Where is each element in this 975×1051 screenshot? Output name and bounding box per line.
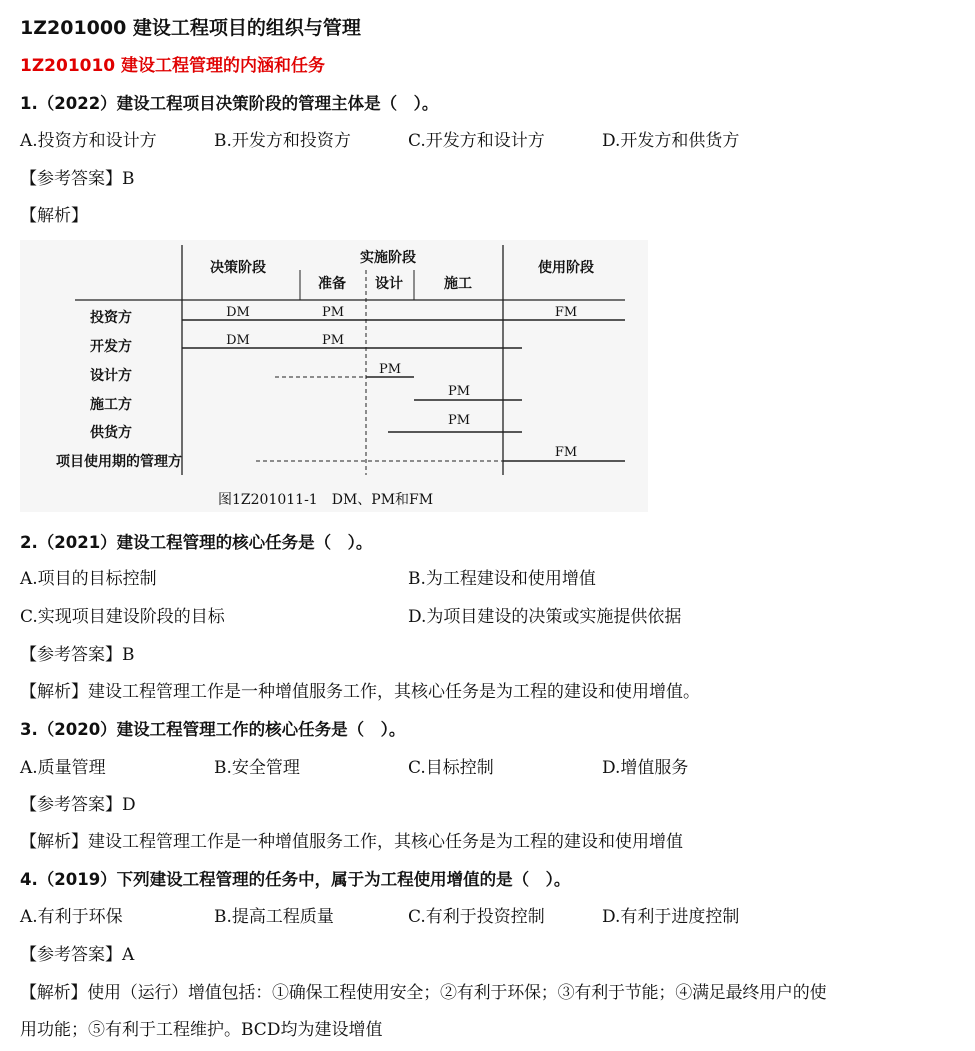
question-1-stem: 1.（2022）建设工程项目决策阶段的管理主体是（ ）。: [20, 94, 439, 113]
question-4-option-a: A.有利于环保: [20, 907, 123, 927]
question-4-analysis-line-2: 用功能；⑤有利于工程维护。BCD均为建设增值: [20, 1020, 383, 1040]
figure-col-use: 使用阶段: [538, 260, 594, 276]
figure-label-dm-investor: DM: [226, 305, 250, 320]
figure-label-fm-investor: FM: [554, 305, 578, 320]
question-2-analysis: 【解析】建设工程管理工作是一种增值服务工作，其核心任务是为工程的建设和使用增值。: [20, 682, 700, 702]
figure-label-dm-developer: DM: [226, 333, 250, 348]
figure-row-contractor: 施工方: [90, 397, 132, 413]
question-3-stem: 3.（2020）建设工程管理工作的核心任务是（ ）。: [20, 720, 406, 739]
question-2-option-b: B.为工程建设和使用增值: [408, 569, 596, 589]
question-4-option-b: B.提高工程质量: [214, 907, 334, 927]
question-4-option-c: C.有利于投资控制: [408, 907, 545, 927]
question-2-option-a: A.项目的目标控制: [20, 569, 157, 589]
figure-label-pm-contractor: PM: [447, 384, 471, 399]
question-2-option-d: D.为项目建设的决策或实施提供依据: [408, 607, 682, 627]
question-1-answer: 【参考答案】B: [20, 169, 135, 189]
question-1-option-c: C.开发方和设计方: [408, 131, 545, 151]
question-3-analysis: 【解析】建设工程管理工作是一种增值服务工作，其核心任务是为工程的建设和使用增值: [20, 832, 683, 852]
figure-col-decision: 决策阶段: [210, 260, 266, 276]
figure-sub-design: 设计: [375, 276, 403, 292]
figure-label-pm-supplier: PM: [447, 413, 471, 428]
question-3-option-d: D.增值服务: [602, 758, 689, 778]
question-2-stem: 2.（2021）建设工程管理的核心任务是（ ）。: [20, 533, 373, 552]
figure-sub-prepare: 准备: [318, 276, 346, 292]
question-4-answer: 【参考答案】A: [20, 945, 135, 965]
figure-col-implement: 实施阶段: [360, 250, 416, 266]
question-4-analysis-line-1: 【解析】使用（运行）增值包括：①确保工程使用安全；②有利于环保；③有利于节能；④满足最终用户的使: [20, 983, 827, 1003]
figure-row-developer: 开发方: [90, 339, 132, 355]
figure-caption: 图1Z201011-1 DM、PM和FM: [218, 492, 434, 508]
question-2-answer: 【参考答案】B: [20, 645, 135, 665]
question-3-answer: 【参考答案】D: [20, 795, 136, 815]
figure-label-pm-developer: PM: [321, 333, 345, 348]
figure-label-pm-designer: PM: [378, 362, 402, 377]
figure-label-fm-operator: FM: [554, 445, 578, 460]
question-1-analysis: 【解析】: [20, 206, 88, 226]
question-4-option-d: D.有利于进度控制: [602, 907, 740, 927]
question-1-option-b: B.开发方和投资方: [214, 131, 351, 151]
figure-label-pm-investor: PM: [321, 305, 345, 320]
figure-sub-construct: 施工: [444, 276, 472, 292]
question-3-option-a: A.质量管理: [20, 758, 106, 778]
section-title: 1Z201010 建设工程管理的内涵和任务: [20, 56, 326, 76]
dm-pm-fm-figure: [20, 240, 648, 512]
figure-row-investor: 投资方: [90, 310, 132, 326]
page-title: 1Z201000 建设工程项目的组织与管理: [20, 17, 361, 39]
question-3-option-b: B.安全管理: [214, 758, 300, 778]
question-4-stem: 4.（2019）下列建设工程管理的任务中，属于为工程使用增值的是（ ）。: [20, 870, 571, 889]
figure-row-supplier: 供货方: [90, 425, 132, 441]
figure-row-designer: 设计方: [90, 368, 132, 384]
question-1-option-a: A.投资方和设计方: [20, 131, 157, 151]
question-3-option-c: C.目标控制: [408, 758, 494, 778]
question-1-option-d: D.开发方和供货方: [602, 131, 740, 151]
question-2-option-c: C.实现项目建设阶段的目标: [20, 607, 225, 627]
figure-row-operator: 项目使用期的管理方: [56, 454, 182, 470]
